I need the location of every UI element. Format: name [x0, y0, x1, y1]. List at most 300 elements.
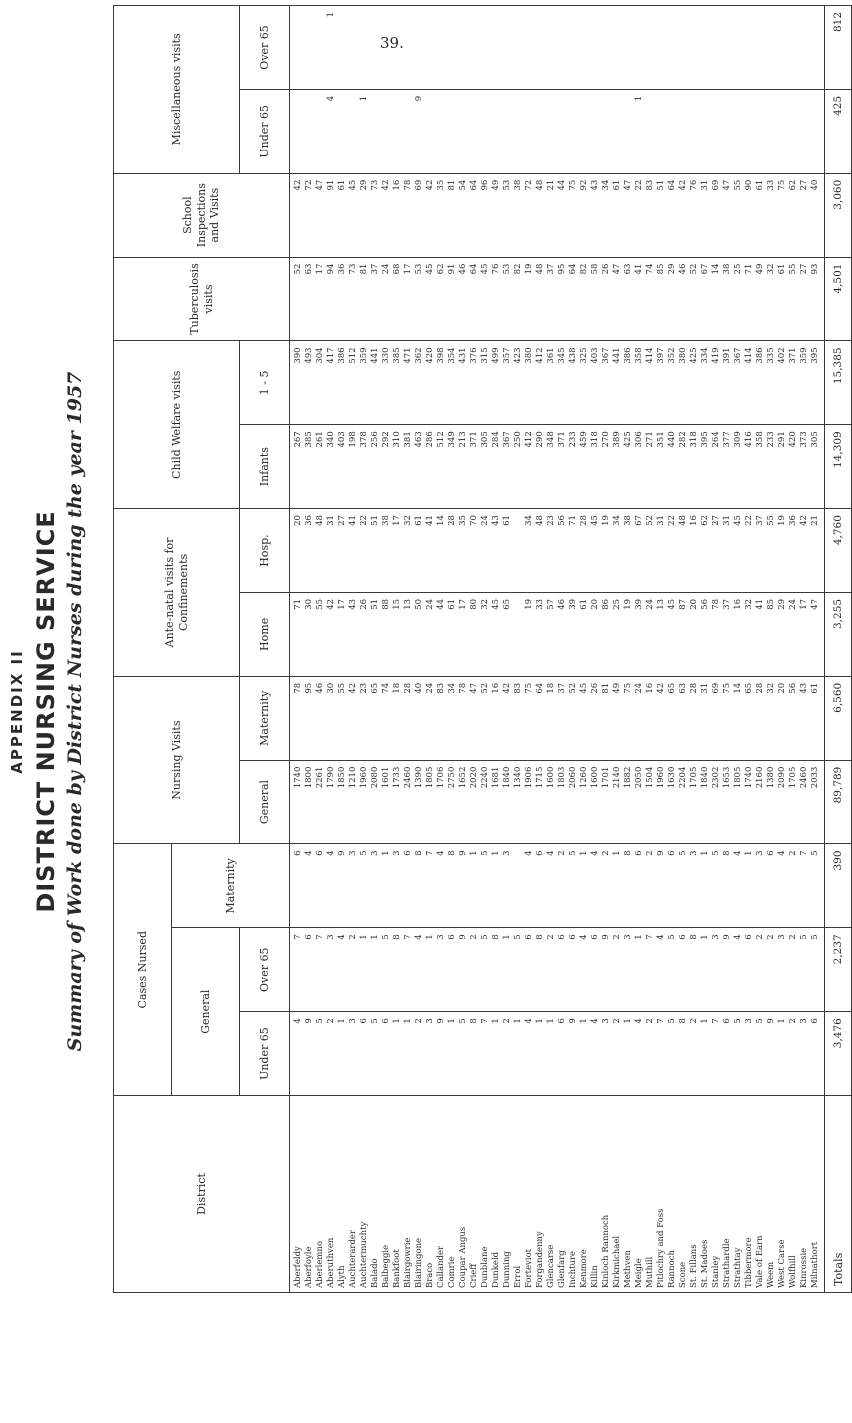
table-cell	[315, 96, 326, 167]
table-cell	[579, 12, 590, 83]
table-cell: 1	[491, 1018, 501, 1024]
table-cell: 1600	[546, 766, 556, 789]
table-cell: 4	[293, 1018, 303, 1024]
table-cell: 330	[381, 347, 391, 364]
table-cell	[568, 96, 579, 167]
table-cell: 38	[381, 515, 391, 526]
table-cell: 37	[755, 515, 765, 526]
table-cell: 389	[612, 431, 622, 448]
table-cell: 463	[414, 431, 424, 448]
table-cell: 2	[645, 1018, 655, 1024]
district-name: Wolfhill	[788, 1255, 798, 1288]
district-name: Blairgowrie	[403, 1237, 413, 1288]
table-cell: 2261	[315, 766, 325, 789]
table-cell: 61	[447, 598, 457, 610]
table-cell: 2	[601, 850, 611, 856]
table-cell	[425, 12, 436, 83]
table-cell: 2	[689, 1018, 699, 1024]
table-cell: 37	[557, 682, 567, 694]
table-cell: 41	[348, 515, 358, 526]
table-cell: 3	[777, 934, 787, 940]
table-cell: 68	[392, 263, 402, 275]
table-cell: 286	[425, 431, 435, 448]
total-general-visits: 89,789	[825, 760, 852, 844]
table-cell: 2080	[370, 766, 380, 789]
table-cell	[370, 96, 381, 167]
table-cell: 24	[634, 682, 644, 694]
table-cell: 40	[414, 682, 424, 694]
table-cell: 1960	[359, 766, 369, 789]
table-cell: 16	[645, 682, 655, 694]
table-cell: 30	[304, 598, 314, 610]
table-cell: 42	[293, 179, 303, 191]
table-cell	[777, 96, 788, 167]
table-cell: 7	[403, 934, 413, 940]
table-cell: 2140	[612, 766, 622, 789]
table-cell: 359	[799, 347, 809, 364]
table-cell: 32	[403, 515, 413, 526]
table-cell: 3	[711, 934, 721, 940]
table-cell	[447, 12, 458, 83]
table-cell: 17	[315, 263, 325, 275]
table-cell: 6	[557, 1018, 567, 1024]
table-cell: 414	[744, 347, 754, 364]
table-cell: 1	[777, 1018, 787, 1024]
table-cell: 1850	[337, 766, 347, 789]
table-cell: 19	[601, 515, 611, 526]
table-cell: 41	[634, 263, 644, 275]
table-cell: 305	[810, 431, 820, 448]
table-cell: 26	[359, 598, 369, 610]
table-cell: 5	[667, 934, 677, 940]
table-cell: 1	[700, 1018, 710, 1024]
table-cell: 7	[293, 934, 303, 940]
table-cell: 86	[601, 598, 611, 610]
table-cell: 61	[579, 598, 589, 610]
total-tuberculosis: 4,501	[825, 257, 852, 341]
table-cell: 425	[623, 431, 633, 448]
table-cell: 37	[370, 263, 380, 275]
table-cell: 83	[513, 682, 523, 694]
table-cell: 2	[502, 1018, 512, 1024]
table-cell: 1	[381, 850, 391, 856]
table-cell: 8	[414, 850, 424, 856]
table-cell: 9	[601, 934, 611, 940]
table-cell	[634, 12, 645, 83]
table-cell: 78	[458, 682, 468, 694]
table-cell: 1706	[436, 766, 446, 789]
table-cell: 6	[634, 850, 644, 856]
table-cell: 3	[601, 1018, 611, 1024]
table-cell: 1	[513, 1018, 523, 1024]
table-cell	[777, 12, 788, 83]
district-name: Tibbermore	[744, 1237, 754, 1288]
table-cell	[645, 96, 656, 167]
table-cell: 1	[359, 95, 369, 102]
general-visits-values	[290, 760, 825, 844]
district-name: Glenfarg	[557, 1250, 567, 1288]
table-cell: 4	[634, 1018, 644, 1024]
table-cell: 2090	[777, 766, 787, 789]
table-cell: 1800	[304, 766, 314, 789]
table-cell: 25	[612, 598, 622, 610]
table-cell: 63	[623, 263, 633, 275]
table-cell: 351	[656, 431, 666, 448]
table-cell: 381	[403, 431, 413, 448]
table-cell	[667, 96, 678, 167]
table-cell: 19	[524, 598, 534, 610]
antenatal-header: Ante-natal visits for Confinements	[114, 509, 240, 677]
table-cell: 6	[667, 850, 677, 856]
table-cell: 2	[645, 850, 655, 856]
table-cell	[590, 12, 601, 83]
table-cell: 377	[722, 431, 732, 448]
table-cell: 61	[337, 179, 347, 191]
district-name: Killin	[590, 1265, 600, 1288]
table-cell	[447, 96, 458, 167]
table-cell	[766, 96, 777, 167]
table-cell: 3	[623, 934, 633, 940]
table-cell: 3	[744, 1018, 754, 1024]
table-cell: 5	[480, 850, 490, 856]
table-cell: 26	[601, 263, 611, 275]
table-cell: 6	[678, 934, 688, 940]
table-cell	[293, 96, 304, 167]
table-cell	[612, 96, 623, 167]
table-cell	[678, 96, 689, 167]
table-cell: 71	[744, 263, 754, 275]
table-cell: 8	[623, 850, 633, 856]
table-cell: 4	[436, 850, 446, 856]
table-cell: 65	[502, 598, 512, 610]
table-cell: 318	[689, 431, 699, 448]
table-cell	[315, 12, 326, 83]
table-cell: 47	[623, 179, 633, 191]
table-cell: 282	[678, 431, 688, 448]
table-cell: 1740	[744, 766, 754, 789]
district-name: Meigle	[634, 1258, 644, 1288]
table-cell: 91	[447, 263, 457, 275]
table-cell: 20	[293, 515, 303, 526]
table-cell	[810, 96, 821, 167]
table-cell: 46	[678, 263, 688, 275]
table-cell	[513, 515, 524, 586]
table-cell: 8	[722, 850, 732, 856]
table-cell: 1790	[326, 766, 336, 789]
table-cell	[612, 12, 623, 83]
district-name: Methven	[623, 1250, 633, 1288]
table-cell: 61	[612, 179, 622, 191]
table-cell: 24	[480, 515, 490, 526]
total-school: 3,060	[825, 173, 852, 257]
table-cell	[337, 12, 348, 83]
table-cell: 61	[502, 515, 512, 526]
over-65-values	[290, 928, 825, 1012]
table-cell: 9	[337, 850, 347, 856]
table-cell: 42	[678, 179, 688, 191]
table-cell: 325	[579, 347, 589, 364]
table-cell: 4	[337, 934, 347, 940]
table-cell: 29	[777, 598, 787, 610]
table-cell: 1380	[766, 766, 776, 789]
table-cell: 5	[513, 934, 523, 940]
table-cell: 271	[645, 431, 655, 448]
table-cell: 4	[326, 850, 336, 856]
table-cell: 28	[447, 515, 457, 526]
table-cell: 5	[568, 850, 578, 856]
table-cell: 91	[326, 179, 336, 191]
table-cell: 7	[656, 1018, 666, 1024]
maternity-visits-values	[290, 676, 825, 760]
table-cell: 54	[458, 179, 468, 191]
table-cell: 1805	[733, 766, 743, 789]
table-cell: 6	[381, 1018, 391, 1024]
table-cell: 1681	[491, 766, 501, 789]
nursing-visits-header: Nursing Visits	[114, 676, 240, 844]
table-cell: 52	[689, 263, 699, 275]
table-cell: 9	[304, 1018, 314, 1024]
table-cell: 62	[436, 263, 446, 275]
table-cell: 8	[491, 934, 501, 940]
table-cell: 43	[590, 179, 600, 191]
table-cell: 315	[480, 347, 490, 364]
table-cell: 41	[755, 598, 765, 610]
table-cell	[733, 12, 744, 83]
table-cell: 306	[634, 431, 644, 448]
table-cell	[711, 12, 722, 83]
table-cell: 5	[370, 1018, 380, 1024]
misc-under-65-header: Under 65	[240, 89, 290, 173]
table-cell: 1	[425, 934, 435, 940]
total-home: 3,255	[825, 592, 852, 676]
table-cell: 81	[447, 179, 457, 191]
table-cell: 371	[557, 431, 567, 448]
table-cell: 1	[535, 1018, 545, 1024]
table-cell: 49	[491, 179, 501, 191]
table-cell: 5	[480, 934, 490, 940]
table-cell: 83	[436, 682, 446, 694]
table-cell: 27	[337, 515, 347, 526]
table-cell: 367	[502, 431, 512, 448]
table-cell: 41	[425, 515, 435, 526]
table-cell	[403, 12, 414, 83]
table-cell: 1340	[513, 766, 523, 789]
table-cell: 30	[326, 682, 336, 694]
table-cell: 76	[491, 263, 501, 275]
tuberculosis-values	[290, 257, 825, 341]
table-cell: 1653	[722, 766, 732, 789]
table-cell: 2	[766, 934, 776, 940]
district-name: St. Fillans	[689, 1244, 699, 1288]
table-cell: 1652	[458, 766, 468, 789]
table-cell: 4	[733, 850, 743, 856]
table-cell: 290	[535, 431, 545, 448]
district-name: Strathardle	[722, 1238, 732, 1288]
table-cell: 7	[480, 1018, 490, 1024]
table-cell: 4	[546, 850, 556, 856]
table-cell: 471	[403, 347, 413, 364]
table-cell: 397	[656, 347, 666, 364]
table-cell: 264	[711, 431, 721, 448]
table-cell: 9	[766, 1018, 776, 1024]
table-cell: 58	[590, 263, 600, 275]
table-cell: 499	[491, 347, 501, 364]
table-cell: 371	[469, 431, 479, 448]
table-cell: 36	[304, 515, 314, 526]
table-cell: 1	[546, 1018, 556, 1024]
summary-table	[113, 5, 852, 1293]
table-cell: 4	[777, 850, 787, 856]
table-cell: 4	[524, 1018, 534, 1024]
table-cell	[645, 12, 656, 83]
table-cell: 64	[535, 682, 545, 694]
table-cell	[403, 96, 414, 167]
table-cell: 395	[810, 347, 820, 364]
table-cell: 2	[326, 1018, 336, 1024]
table-cell: 6	[557, 934, 567, 940]
table-cell: 250	[513, 431, 523, 448]
table-cell: 49	[755, 263, 765, 275]
totals-row	[825, 6, 852, 1293]
table-cell: 1630	[667, 766, 677, 789]
table-cell: 310	[392, 431, 402, 448]
table-cell: 69	[711, 682, 721, 694]
table-cell: 34	[612, 515, 622, 526]
table-cell: 7	[425, 850, 435, 856]
district-name: Inchture	[568, 1250, 578, 1288]
table-cell	[436, 12, 447, 83]
table-cell: 21	[546, 179, 556, 191]
table-cell: 267	[293, 431, 303, 448]
table-cell: 45	[733, 515, 743, 526]
table-cell: 94	[326, 263, 336, 275]
table-cell: 348	[546, 431, 556, 448]
table-cell: 440	[667, 431, 677, 448]
district-rows	[290, 6, 825, 1293]
table-cell: 32	[744, 598, 754, 610]
table-cell: 69	[414, 179, 424, 191]
table-cell: 40	[810, 179, 820, 191]
table-cell	[755, 12, 766, 83]
table-cell: 1906	[524, 766, 534, 789]
table-cell	[513, 12, 524, 83]
table-cell: 4	[579, 934, 589, 940]
table-cell: 45	[667, 598, 677, 610]
table-cell: 291	[777, 431, 787, 448]
table-cell: 340	[326, 431, 336, 448]
table-cell: 284	[491, 431, 501, 448]
table-cell: 4	[733, 934, 743, 940]
table-cell: 34	[524, 515, 534, 526]
district-name: Dunning	[502, 1251, 512, 1288]
misc-header: Miscellaneous visits	[114, 6, 240, 174]
district-name: Pitlochry and Foss	[656, 1208, 666, 1288]
maternity-cases-values	[290, 844, 825, 928]
table-cell: 65	[667, 682, 677, 694]
table-cell: 2	[546, 934, 556, 940]
district-name: St. Madoes	[700, 1239, 710, 1288]
table-cell: 395	[700, 431, 710, 448]
table-cell: 1	[469, 850, 479, 856]
table-cell	[557, 96, 568, 167]
table-cell: 233	[766, 431, 776, 448]
table-cell	[601, 96, 612, 167]
table-cell: 2750	[447, 766, 457, 789]
table-cell	[799, 96, 810, 167]
table-cell: 1	[370, 934, 380, 940]
table-cell: 15	[392, 598, 402, 610]
age-1-5-header: 1 - 5	[240, 341, 290, 425]
table-cell: 233	[568, 431, 578, 448]
table-cell: 44	[436, 598, 446, 610]
table-cell: 19	[623, 598, 633, 610]
table-cell: 64	[667, 179, 677, 191]
table-cell	[623, 96, 634, 167]
table-cell: 361	[546, 347, 556, 364]
table-cell: 48	[535, 515, 545, 526]
hosp-header: Hosp.	[240, 509, 290, 593]
table-cell: 2460	[403, 766, 413, 789]
table-cell: 31	[326, 515, 336, 526]
table-cell: 6	[744, 934, 754, 940]
table-cell: 2060	[568, 766, 578, 789]
district-name: Aberuthven	[326, 1237, 336, 1288]
table-cell: 4	[524, 850, 534, 856]
table-cell: 63	[678, 682, 688, 694]
table-cell: 2	[414, 1018, 424, 1024]
table-cell: 72	[304, 179, 314, 191]
district-name: Aberfeldy	[293, 1246, 303, 1288]
table-cell: 73	[348, 263, 358, 275]
table-cell	[469, 96, 480, 167]
table-cell: 386	[337, 347, 347, 364]
table-cell: 3	[502, 850, 512, 856]
table-cell: 82	[513, 263, 523, 275]
table-cell: 70	[469, 515, 479, 526]
table-cell	[546, 12, 557, 83]
table-cell: 14	[711, 263, 721, 275]
table-cell: 386	[623, 347, 633, 364]
total-infants: 14,309	[825, 425, 852, 509]
table-cell: 1210	[348, 766, 358, 789]
table-cell: 69	[711, 179, 721, 191]
table-cell: 390	[293, 347, 303, 364]
table-cell: 47	[810, 598, 820, 610]
table-cell	[711, 96, 722, 167]
table-cell	[304, 96, 315, 167]
table-cell: 414	[645, 347, 655, 364]
table-cell: 28	[403, 682, 413, 694]
table-cell	[546, 96, 557, 167]
table-cell: 270	[601, 431, 611, 448]
district-name: Kinloch Rannoch	[601, 1214, 611, 1288]
table-cell	[381, 96, 392, 167]
table-cell: 63	[304, 263, 314, 275]
table-cell: 2160	[755, 766, 765, 789]
table-cell: 6	[810, 1018, 820, 1024]
table-cell: 85	[656, 263, 666, 275]
table-cell: 43	[348, 598, 358, 610]
table-cell: 2204	[678, 766, 688, 789]
table-cell: 81	[359, 263, 369, 275]
table-cell	[568, 12, 579, 83]
table-cell: 45	[579, 682, 589, 694]
table-cell	[700, 12, 711, 83]
table-cell: 412	[524, 431, 534, 448]
district-name: Balbeggie	[381, 1244, 391, 1288]
table-cell: 61	[414, 515, 424, 526]
table-cell: 6	[293, 850, 303, 856]
